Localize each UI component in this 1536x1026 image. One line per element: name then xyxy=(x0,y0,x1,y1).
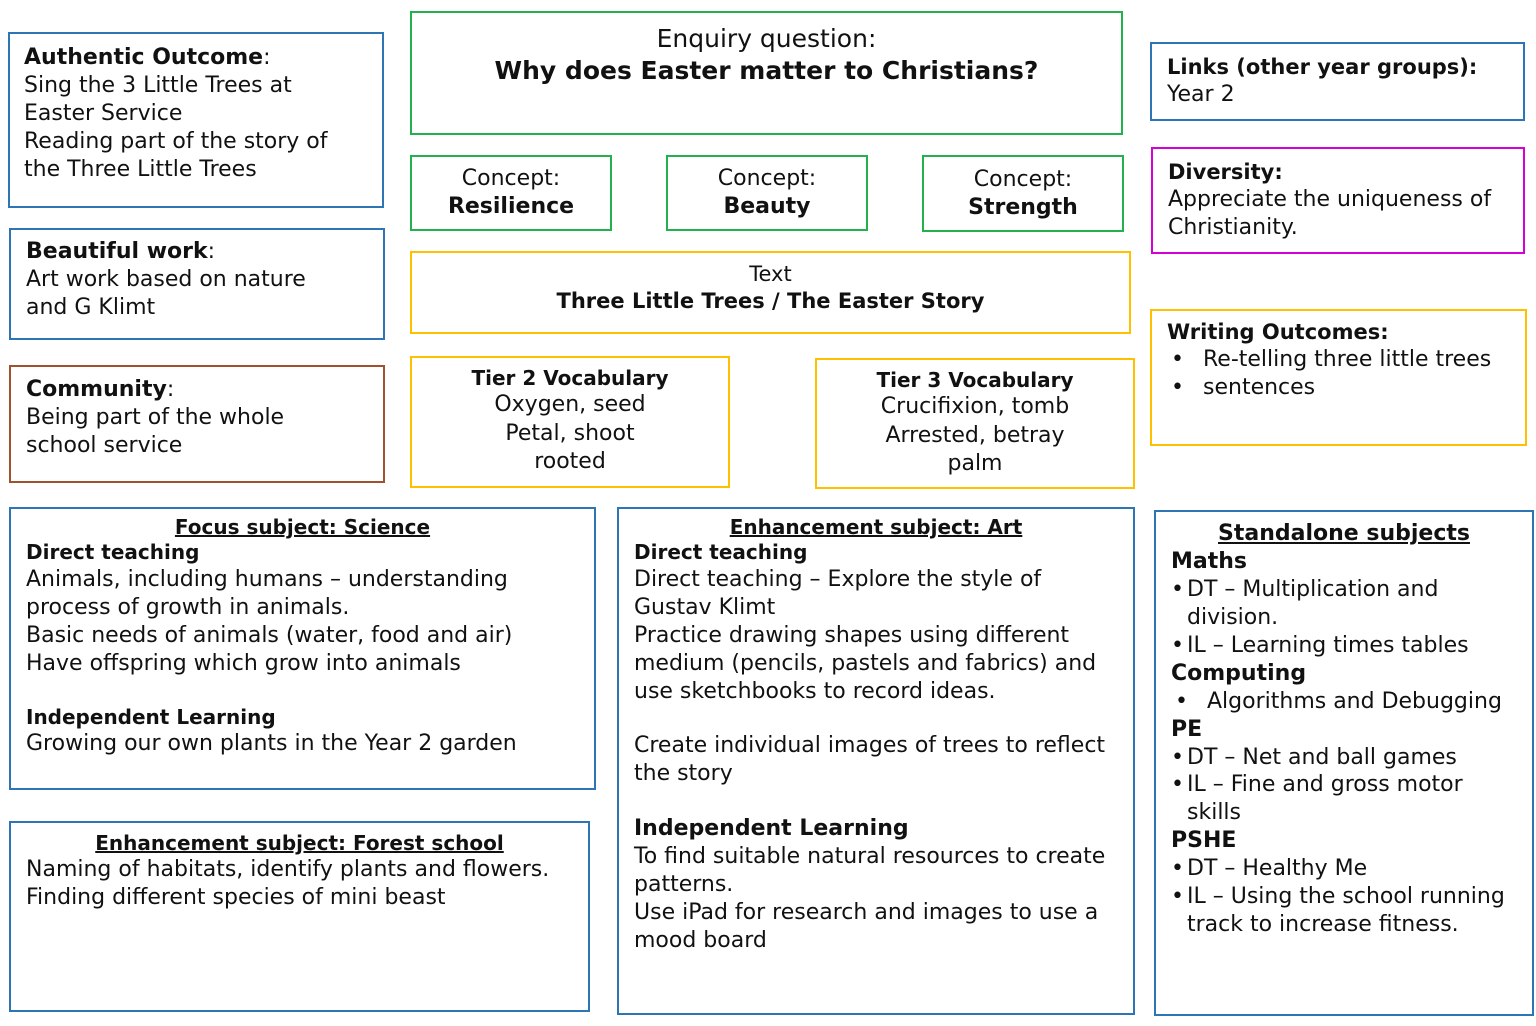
tier3-line: Crucifixion, tomb xyxy=(880,394,1070,419)
maths-list xyxy=(1171,576,1517,660)
diversity-title: Diversity: xyxy=(1168,160,1283,184)
writing-outcomes-title: Writing Outcomes: xyxy=(1167,320,1389,344)
pe-list xyxy=(1171,744,1517,828)
art-direct-title: Direct teaching xyxy=(634,540,808,565)
science-heading: Focus subject: Science xyxy=(174,515,431,539)
science-direct-line: Basic needs of animals (water, food and air) xyxy=(26,622,513,648)
concept-value: Resilience xyxy=(447,193,575,219)
concept-value: Strength xyxy=(968,194,1078,220)
writing-outcome-item: • Re-telling three little trees xyxy=(1167,346,1510,374)
diversity-body: Appreciate the uniqueness of Christianity. xyxy=(1168,186,1492,240)
computing-list xyxy=(1171,688,1517,716)
maths-title: Maths xyxy=(1171,548,1248,574)
enquiry-label: Enquiry question: xyxy=(656,24,877,53)
pshe-list xyxy=(1171,855,1517,939)
authentic-outcome-line: Sing the 3 Little Trees at Easter Service xyxy=(24,72,292,126)
tier3-line: palm xyxy=(947,451,1003,477)
beautiful-work-title: Beautiful work: xyxy=(26,239,216,264)
tier3-title: Tier 3 Vocabulary xyxy=(876,368,1074,392)
writing-outcomes-list xyxy=(1167,346,1510,402)
computing-item: • Algorithms and Debugging xyxy=(1171,688,1517,716)
enquiry-question-box xyxy=(410,11,1123,135)
pe-item: • DT – Net and ball games xyxy=(1171,744,1517,772)
science-direct-title: Direct teaching xyxy=(26,540,200,565)
standalone-subjects-box xyxy=(1154,510,1534,1016)
science-direct-line: Have offspring which grow into animals xyxy=(26,650,461,676)
authentic-outcome-box xyxy=(8,32,384,208)
art-direct-line: Practice drawing shapes using different medium (pencils, pastels and fabrics) and use sketchbooks to record ideas. xyxy=(634,622,1097,704)
tier2-line: rooted xyxy=(534,449,606,475)
computing-title: Computing xyxy=(1171,660,1307,686)
concept-label: Concept: xyxy=(973,167,1073,192)
text-label: Text xyxy=(749,262,792,286)
art-independent-title: Independent Learning xyxy=(634,816,909,842)
maths-item: • IL – Learning times tables xyxy=(1171,632,1517,660)
writing-outcomes-box xyxy=(1150,309,1527,446)
concept-value: Beauty xyxy=(723,193,811,219)
concept-strength-box xyxy=(922,155,1124,232)
art-independent-line: To find suitable natural resources to create patterns. xyxy=(634,844,1106,898)
community-box xyxy=(9,365,385,483)
tier3-vocabulary-box xyxy=(815,358,1135,489)
links-body: Year 2 xyxy=(1167,81,1235,107)
community-body: Being part of the whole school service xyxy=(26,404,285,458)
tier2-line: Petal, shoot xyxy=(505,420,635,446)
links-title: Links (other year groups): xyxy=(1167,55,1478,79)
forest-school-line: Naming of habitats, identify plants and flowers. xyxy=(26,857,550,883)
pshe-title: PSHE xyxy=(1171,828,1237,854)
pshe-item: • IL – Using the school running track to increase fitness. xyxy=(1171,883,1517,939)
links-box xyxy=(1150,42,1525,121)
beautiful-work-box xyxy=(9,228,385,340)
standalone-heading: Standalone subjects xyxy=(1218,521,1470,546)
concept-beauty-box xyxy=(666,155,868,231)
diversity-box xyxy=(1151,147,1525,254)
science-direct-line: Animals, including humans – understanding process of growth in animals. xyxy=(26,566,508,620)
writing-outcome-item: • sentences xyxy=(1167,374,1510,402)
text-box xyxy=(410,251,1131,334)
concept-label: Concept: xyxy=(461,166,561,191)
concept-label: Concept: xyxy=(717,166,817,191)
spacer xyxy=(634,788,1118,815)
forest-school-heading: Enhancement subject: Forest school xyxy=(95,831,504,855)
forest-school-box xyxy=(9,821,590,1012)
science-box xyxy=(9,507,596,790)
science-independent-line: Growing our own plants in the Year 2 garden xyxy=(26,730,517,756)
tier3-line: Arrested, betray xyxy=(885,422,1065,448)
art-box xyxy=(617,507,1135,1015)
art-create-line: Create individual images of trees to reflect the story xyxy=(634,733,1106,787)
art-direct-line: Direct teaching – Explore the style of Gustav Klimt xyxy=(634,566,1042,620)
tier2-title: Tier 2 Vocabulary xyxy=(471,366,669,390)
tier2-line: Oxygen, seed xyxy=(494,392,646,417)
authentic-outcome-line: Reading part of the story of the Three Little Trees xyxy=(24,128,328,182)
spacer xyxy=(634,705,1118,732)
tier2-vocabulary-box xyxy=(410,356,730,488)
forest-school-line: Finding different species of mini beast xyxy=(26,885,446,911)
pe-item: • IL – Fine and gross motor skills xyxy=(1171,771,1517,827)
art-heading: Enhancement subject: Art xyxy=(729,515,1023,539)
spacer xyxy=(26,678,579,705)
maths-item: • DT – Multiplication and division. xyxy=(1171,576,1517,632)
community-title: Community: xyxy=(26,377,175,402)
science-independent-title: Independent Learning xyxy=(26,704,276,729)
text-value: Three Little Trees / The Easter Story xyxy=(556,288,985,313)
concept-resilience-box xyxy=(410,155,612,231)
authentic-outcome-title: Authentic Outcome: xyxy=(24,45,271,70)
pe-title: PE xyxy=(1171,716,1203,742)
enquiry-question: Why does Easter matter to Christians? xyxy=(494,55,1039,85)
beautiful-work-body: Art work based on nature and G Klimt xyxy=(26,266,306,320)
pshe-item: • DT – Healthy Me xyxy=(1171,855,1517,883)
art-independent-line: Use iPad for research and images to use a mood board xyxy=(634,900,1099,954)
